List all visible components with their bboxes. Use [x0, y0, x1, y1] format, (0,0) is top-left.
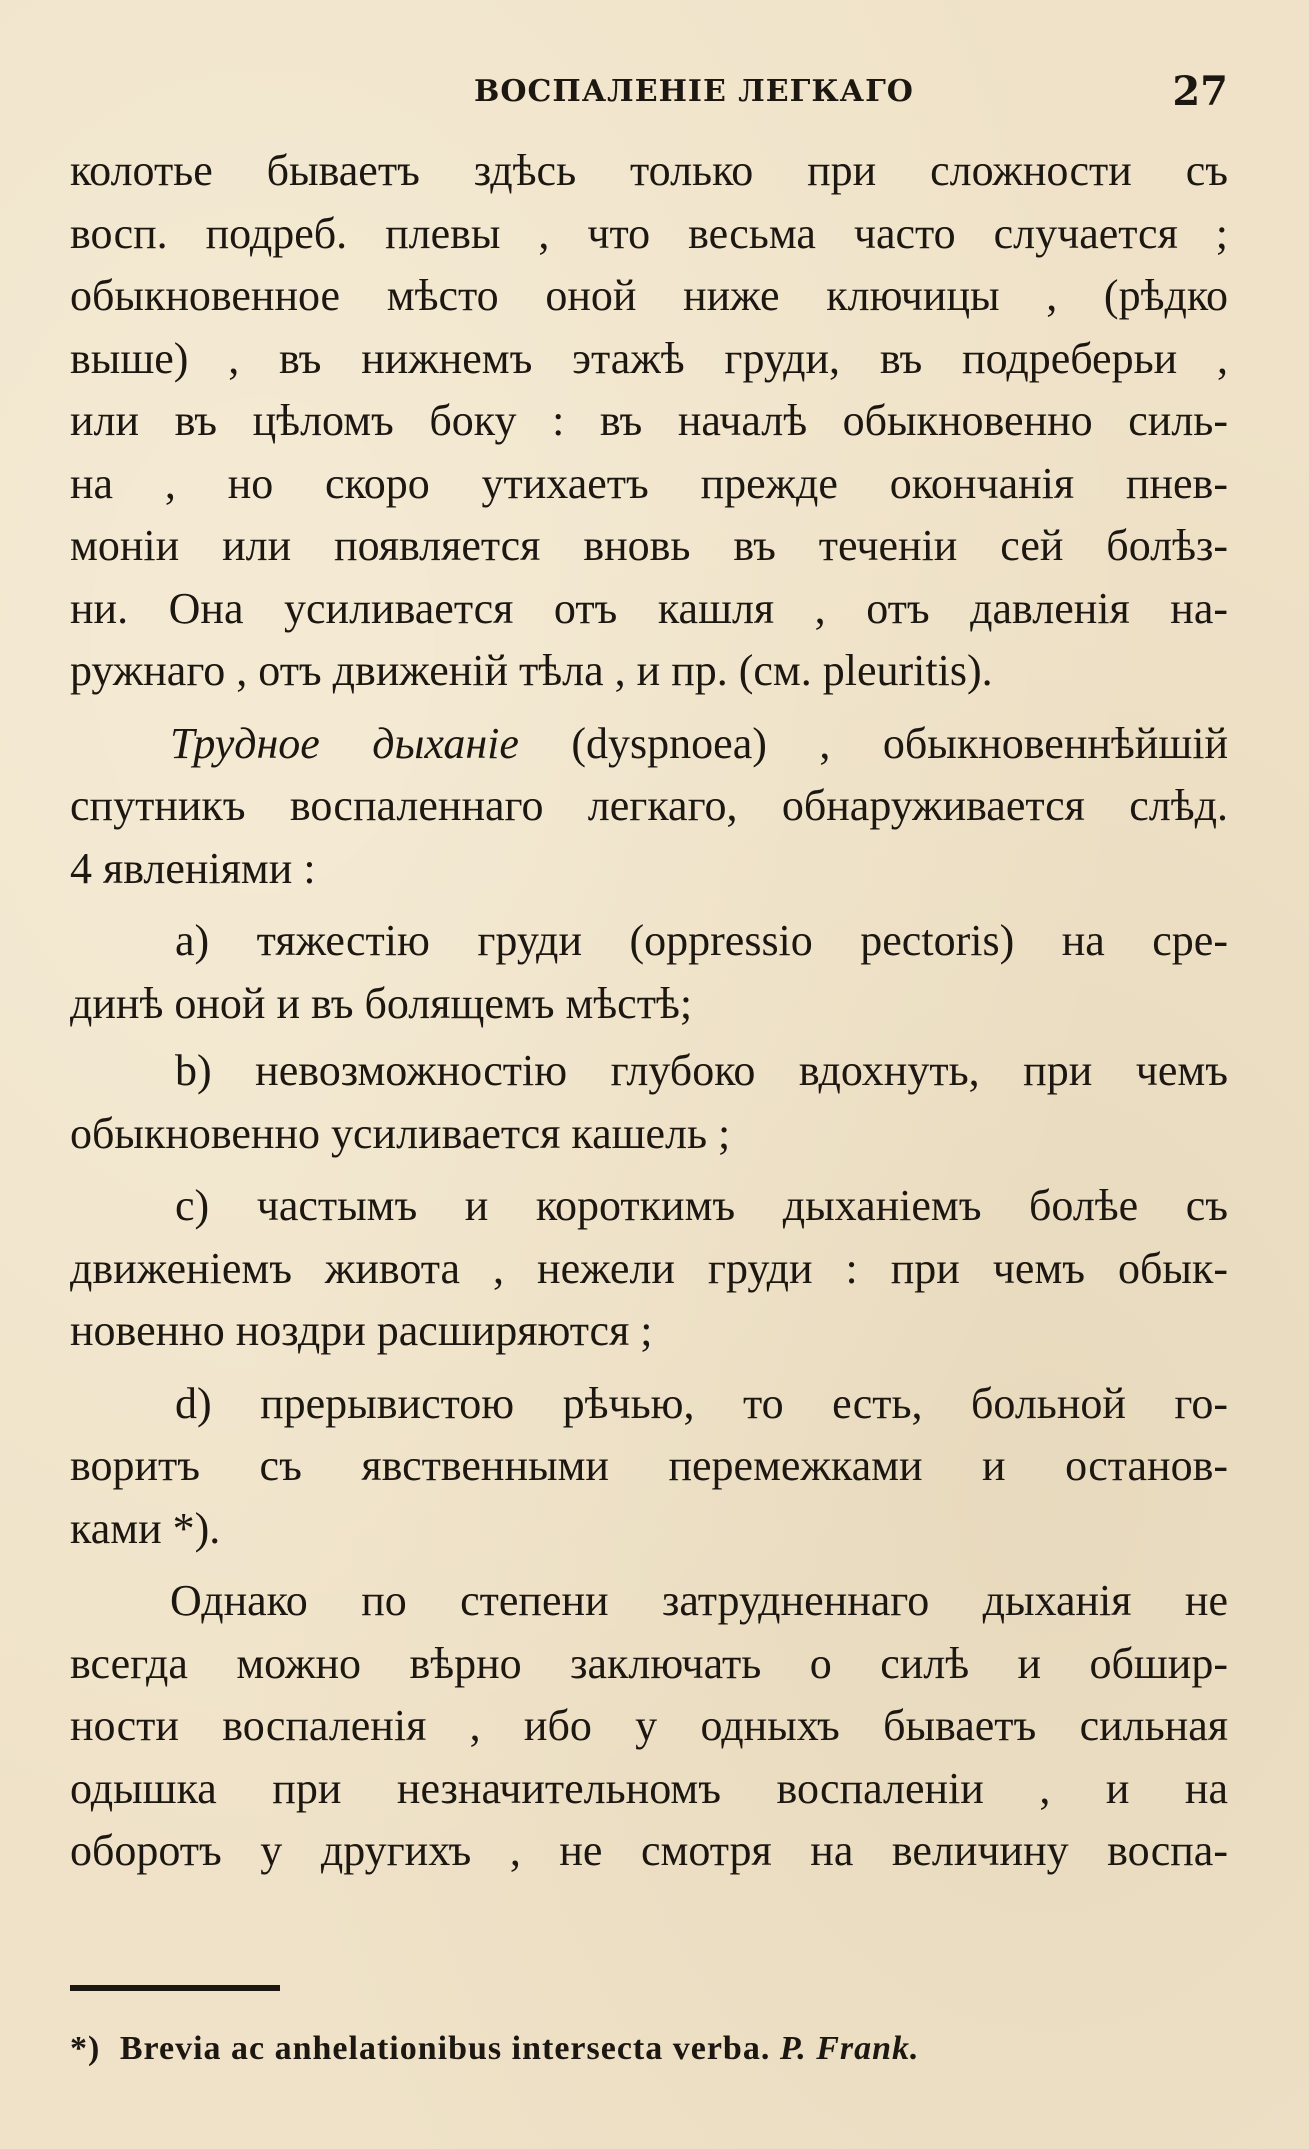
running-head: ВОСПАЛЕНІЕ ЛЕГКАГО [474, 74, 914, 109]
text-line: всегда можно вѣрно заключать о силѣ и обшир- [70, 1638, 1228, 1688]
list-item-d [70, 1373, 1228, 1561]
page-header [70, 68, 1228, 118]
list-item-a [70, 910, 1228, 1035]
italic-term: Трудное дыханіе [170, 718, 519, 768]
text-line: d) прерывистою рѣчью, то есть, больной го- [175, 1378, 1228, 1428]
text-line: обыкновенное мѣсто оной ниже ключицы , (рѣдко [70, 271, 1228, 320]
text-line: спутникъ воспаленнаго легкаго, обнаруживается слѣд. [70, 781, 1228, 830]
paragraph-2 [70, 713, 1228, 901]
text-line: b) невозможностію глубоко вдохнуть, при чемъ [175, 1046, 1228, 1095]
text-line: восп. подреб. плевы , что весьма часто случается ; [70, 208, 1228, 258]
text-line: обыкновенно усиливается кашель ; [70, 1108, 731, 1158]
text-line: ружнаго , отъ движеній тѣла , и пр. (см. pleuritis). [70, 646, 993, 695]
list-item-c [70, 1175, 1228, 1363]
text-line: новенно ноздри расширяются ; [70, 1306, 653, 1355]
text-line: колотье бываетъ здѣсь только при сложности съ [70, 146, 1228, 195]
text-line: движеніемъ живота , нежели груди : при чемъ обык- [70, 1243, 1228, 1293]
footnote-author: P. Frank. [779, 2030, 920, 2067]
text-line: одышка при незначительномъ воспаленіи , и на [70, 1763, 1228, 1813]
footnote [70, 2030, 920, 2068]
text-line: a) тяжестію груди (oppressio pectoris) на сре- [175, 916, 1228, 965]
text-line: моніи или появляется вновь въ теченіи сей болѣз- [70, 521, 1228, 570]
text-line [70, 713, 1228, 776]
text-line: Однако по степени затрудненнаго дыханія не [170, 1576, 1228, 1625]
paragraph-1 [70, 140, 1228, 703]
text-line: воритъ съ явственными перемежками и останов- [70, 1441, 1228, 1490]
text-span: (dyspnoea) , обыкновеннѣйшій [571, 718, 1228, 768]
text-line: ности воспаленія , ибо у одныхъ бываетъ сильная [70, 1701, 1228, 1750]
text-line: ни. Она усиливается отъ кашля , отъ давленія на- [70, 583, 1228, 633]
text-line: c) частымъ и короткимъ дыханіемъ болѣе съ [175, 1181, 1228, 1230]
footnote-rule [70, 1985, 280, 1991]
paragraph-3 [70, 1570, 1228, 1883]
text-line: ками *). [70, 1503, 221, 1553]
footnote-marker: *) [70, 2030, 101, 2067]
text-line: 4 явленіями : [70, 843, 316, 893]
footnote-text: Brevia ac anhelationibus intersecta verba. [119, 2030, 771, 2067]
text-line: оборотъ у другихъ , не смотря на величину воспа- [70, 1826, 1228, 1875]
text-line: выше) , въ нижнемъ этажѣ груди, въ подреберьи , [70, 333, 1228, 383]
text-line: или въ цѣломъ боку : въ началѣ обыкновенно силь- [70, 396, 1228, 445]
page-number: 27 [1172, 68, 1228, 115]
text-line: динѣ оной и въ болящемъ мѣстѣ; [70, 978, 693, 1028]
text-line: на , но скоро утихаетъ прежде окончанія пнев- [70, 458, 1228, 508]
list-item-b [70, 1040, 1228, 1165]
page-body [70, 140, 1228, 1883]
